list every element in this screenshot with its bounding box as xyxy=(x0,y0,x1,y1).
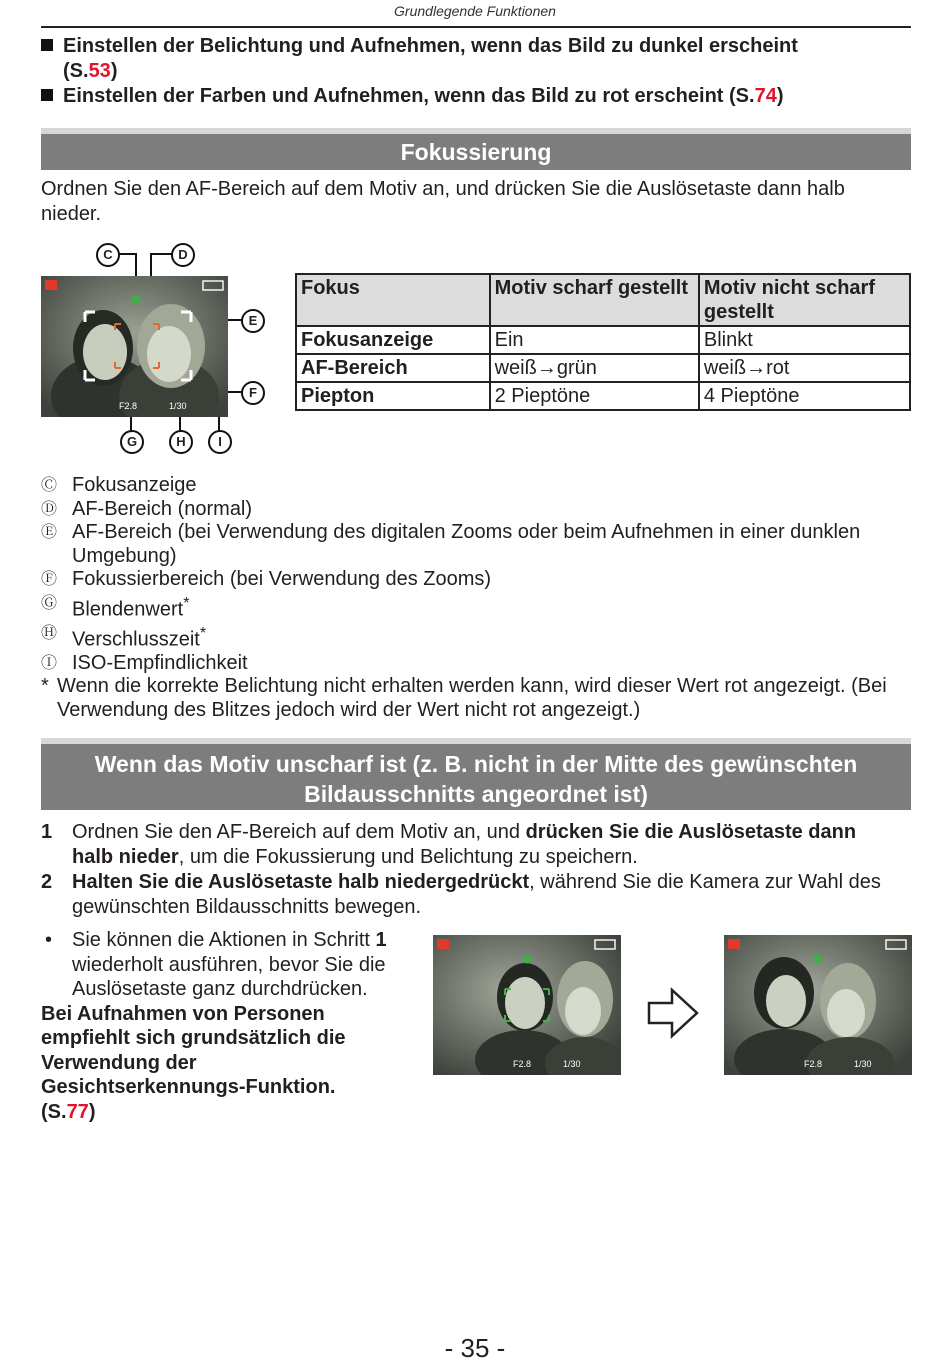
legend-marker: Ⓘ xyxy=(41,654,58,672)
table-header-cell: Motiv nicht scharf gestellt xyxy=(699,274,910,326)
step-number: 1 xyxy=(41,821,53,843)
step-text: , um die Fokussierung und Belichtung zu speichern. xyxy=(178,846,638,868)
viewfinder-photo xyxy=(41,276,228,417)
legend-item xyxy=(41,592,901,622)
footnote-text: Wenn die korrekte Belichtung nicht erhalten werden kann, wird dieser Wert rot angezeigt. (Bei Verwendung des Blitzes jedoch wird der Wert nicht rot angezeigt.) xyxy=(57,675,887,721)
legend-item xyxy=(41,652,901,676)
callout-e: E xyxy=(241,309,265,333)
step-1 xyxy=(41,820,901,870)
callout-f: F xyxy=(241,381,265,405)
row-heading: AF-Bereich xyxy=(296,354,490,382)
asterisk: * xyxy=(199,624,207,642)
legend-marker: Ⓖ xyxy=(41,594,58,612)
square-bullet-icon xyxy=(41,89,53,101)
viewfinder-photo xyxy=(724,935,912,1075)
bullet-text: Einstellen der Farben und Aufnehmen, wenn das Bild zu rot erscheint (S. xyxy=(63,85,755,107)
legend-marker: Ⓗ xyxy=(41,624,58,642)
legend-marker: Ⓔ xyxy=(41,524,58,541)
repeat-note xyxy=(41,928,401,1124)
legend-text: ISO-Empfindlichkeit xyxy=(72,651,248,674)
table-cell: weiß→grün xyxy=(490,354,699,382)
bullet-text: Einstellen der Belichtung und Aufnehmen, wenn das Bild zu dunkel erscheint xyxy=(63,35,798,57)
table-cell: Blinkt xyxy=(699,326,910,354)
legend-item xyxy=(41,568,901,592)
table-row xyxy=(296,382,910,410)
section-heading-line: Wenn das Motiv unscharf ist (z. B. nicht in der Mitte des gewünschten xyxy=(94,751,858,777)
callout-i: I xyxy=(208,430,232,454)
aperture-readout: F2.8 xyxy=(513,1059,532,1069)
shutter-readout: 1/30 xyxy=(169,401,187,411)
table-cell: 4 Pieptöne xyxy=(699,382,910,410)
page-link[interactable]: 53 xyxy=(88,60,111,82)
section-heading-focus: Fokussierung xyxy=(41,128,911,170)
running-header: Grundlegende Funktionen xyxy=(394,3,556,19)
legend-text: AF-Bereich (normal) xyxy=(72,497,253,520)
legend-marker: Ⓓ xyxy=(41,500,58,518)
legend-marker: Ⓒ xyxy=(41,477,58,494)
shutter-readout: 1/30 xyxy=(854,1059,872,1069)
callout-legend xyxy=(41,474,901,722)
legend-text: Fokusanzeige xyxy=(72,474,197,496)
bullet-exposure xyxy=(41,34,798,84)
table-cell: Ein xyxy=(490,326,699,354)
ref-prefix: (S. xyxy=(41,1100,67,1123)
legend-text: Fokussierbereich (bei Verwendung des Zooms) xyxy=(72,568,492,590)
focus-intro: Ordnen Sie den AF-Bereich auf dem Motiv an, und drücken Sie die Auslösetaste dann halb nieder. xyxy=(41,178,845,225)
legend-text: AF-Bereich (bei Verwendung des digitalen Zooms oder beim Aufnehmen in einer dunklen Umgebung) xyxy=(72,521,861,567)
arrow-right-icon xyxy=(646,987,700,1039)
table-row xyxy=(296,326,910,354)
bullet-ref-prefix: (S. xyxy=(63,60,89,82)
recompose-screen-before xyxy=(433,935,621,1075)
face-detection-note xyxy=(41,1002,401,1125)
legend-marker: Ⓕ xyxy=(41,571,58,588)
aperture-readout: F2.8 xyxy=(119,401,138,411)
bullet-color xyxy=(41,84,784,109)
note-bold: 1 xyxy=(375,929,387,951)
table-cell: 2 Pieptöne xyxy=(490,382,699,410)
camera-display-diagram xyxy=(41,242,271,457)
page-number: - 35 - xyxy=(444,1333,506,1363)
bullet-ref-suffix: ) xyxy=(776,85,784,107)
legend-text: Blendenwert xyxy=(72,598,184,621)
note-item xyxy=(41,928,401,1002)
aperture-readout: F2.8 xyxy=(804,1059,823,1069)
legend-item xyxy=(41,622,901,652)
asterisk: * xyxy=(183,594,190,612)
callout-h: H xyxy=(169,430,193,454)
legend-text: Verschlusszeit xyxy=(72,628,200,651)
shutter-readout: 1/30 xyxy=(563,1059,581,1069)
bullet-dot: • xyxy=(45,929,53,951)
callout-d: D xyxy=(171,243,195,267)
note-text: wiederholt ausführen, bevor Sie die Auslösetaste ganz durchdrücken. xyxy=(72,953,386,1000)
step-number: 2 xyxy=(41,871,53,893)
step-bold-text: Halten Sie die Auslösetaste halb niedergedrückt xyxy=(72,871,530,893)
page-link[interactable]: 77 xyxy=(66,1100,89,1123)
page-link[interactable]: 74 xyxy=(754,85,777,107)
row-heading: Piepton xyxy=(296,382,490,410)
bold-note-text: Bei Aufnahmen von Personen empfiehlt sich grundsätzlich die Verwendung der Gesichtserkennungs-Funktion. xyxy=(41,1002,346,1098)
table-cell: weiß→rot xyxy=(699,354,910,382)
legend-item xyxy=(41,521,901,568)
step-bold-text: drücken Sie die Auslösetaste dann halb nieder xyxy=(72,821,857,868)
step-2 xyxy=(41,870,901,920)
focus-table xyxy=(295,273,911,411)
callout-g: G xyxy=(120,430,144,454)
square-bullet-icon xyxy=(41,39,53,51)
step-text: Ordnen Sie den AF-Bereich auf dem Motiv an, und xyxy=(72,821,526,843)
section-heading-unsharp xyxy=(41,738,911,810)
steps-list xyxy=(41,820,901,920)
viewfinder-photo xyxy=(433,935,621,1075)
header-rule xyxy=(41,26,911,28)
bullet-ref-suffix: ) xyxy=(110,60,118,82)
table-header-cell: Fokus xyxy=(296,274,490,326)
table-header-cell: Motiv scharf gestellt xyxy=(490,274,699,326)
legend-item xyxy=(41,474,901,498)
section-heading-line: Bildausschnitts angeordnet ist) xyxy=(304,781,648,807)
step-text: , während Sie die Kamera zur Wahl des gewünschten Bildausschnitts bewegen. xyxy=(72,871,881,918)
ref-suffix: ) xyxy=(88,1100,96,1123)
note-text: Sie können die Aktionen in Schritt xyxy=(72,929,376,951)
camera-screen xyxy=(41,276,228,417)
table-row xyxy=(296,354,910,382)
legend-item xyxy=(41,498,901,522)
recompose-screen-after xyxy=(724,935,912,1075)
table-header-row xyxy=(296,274,910,326)
callout-c: C xyxy=(96,243,120,267)
footnote-marker: * xyxy=(41,675,49,698)
row-heading: Fokusanzeige xyxy=(296,326,490,354)
footnote xyxy=(41,675,901,722)
